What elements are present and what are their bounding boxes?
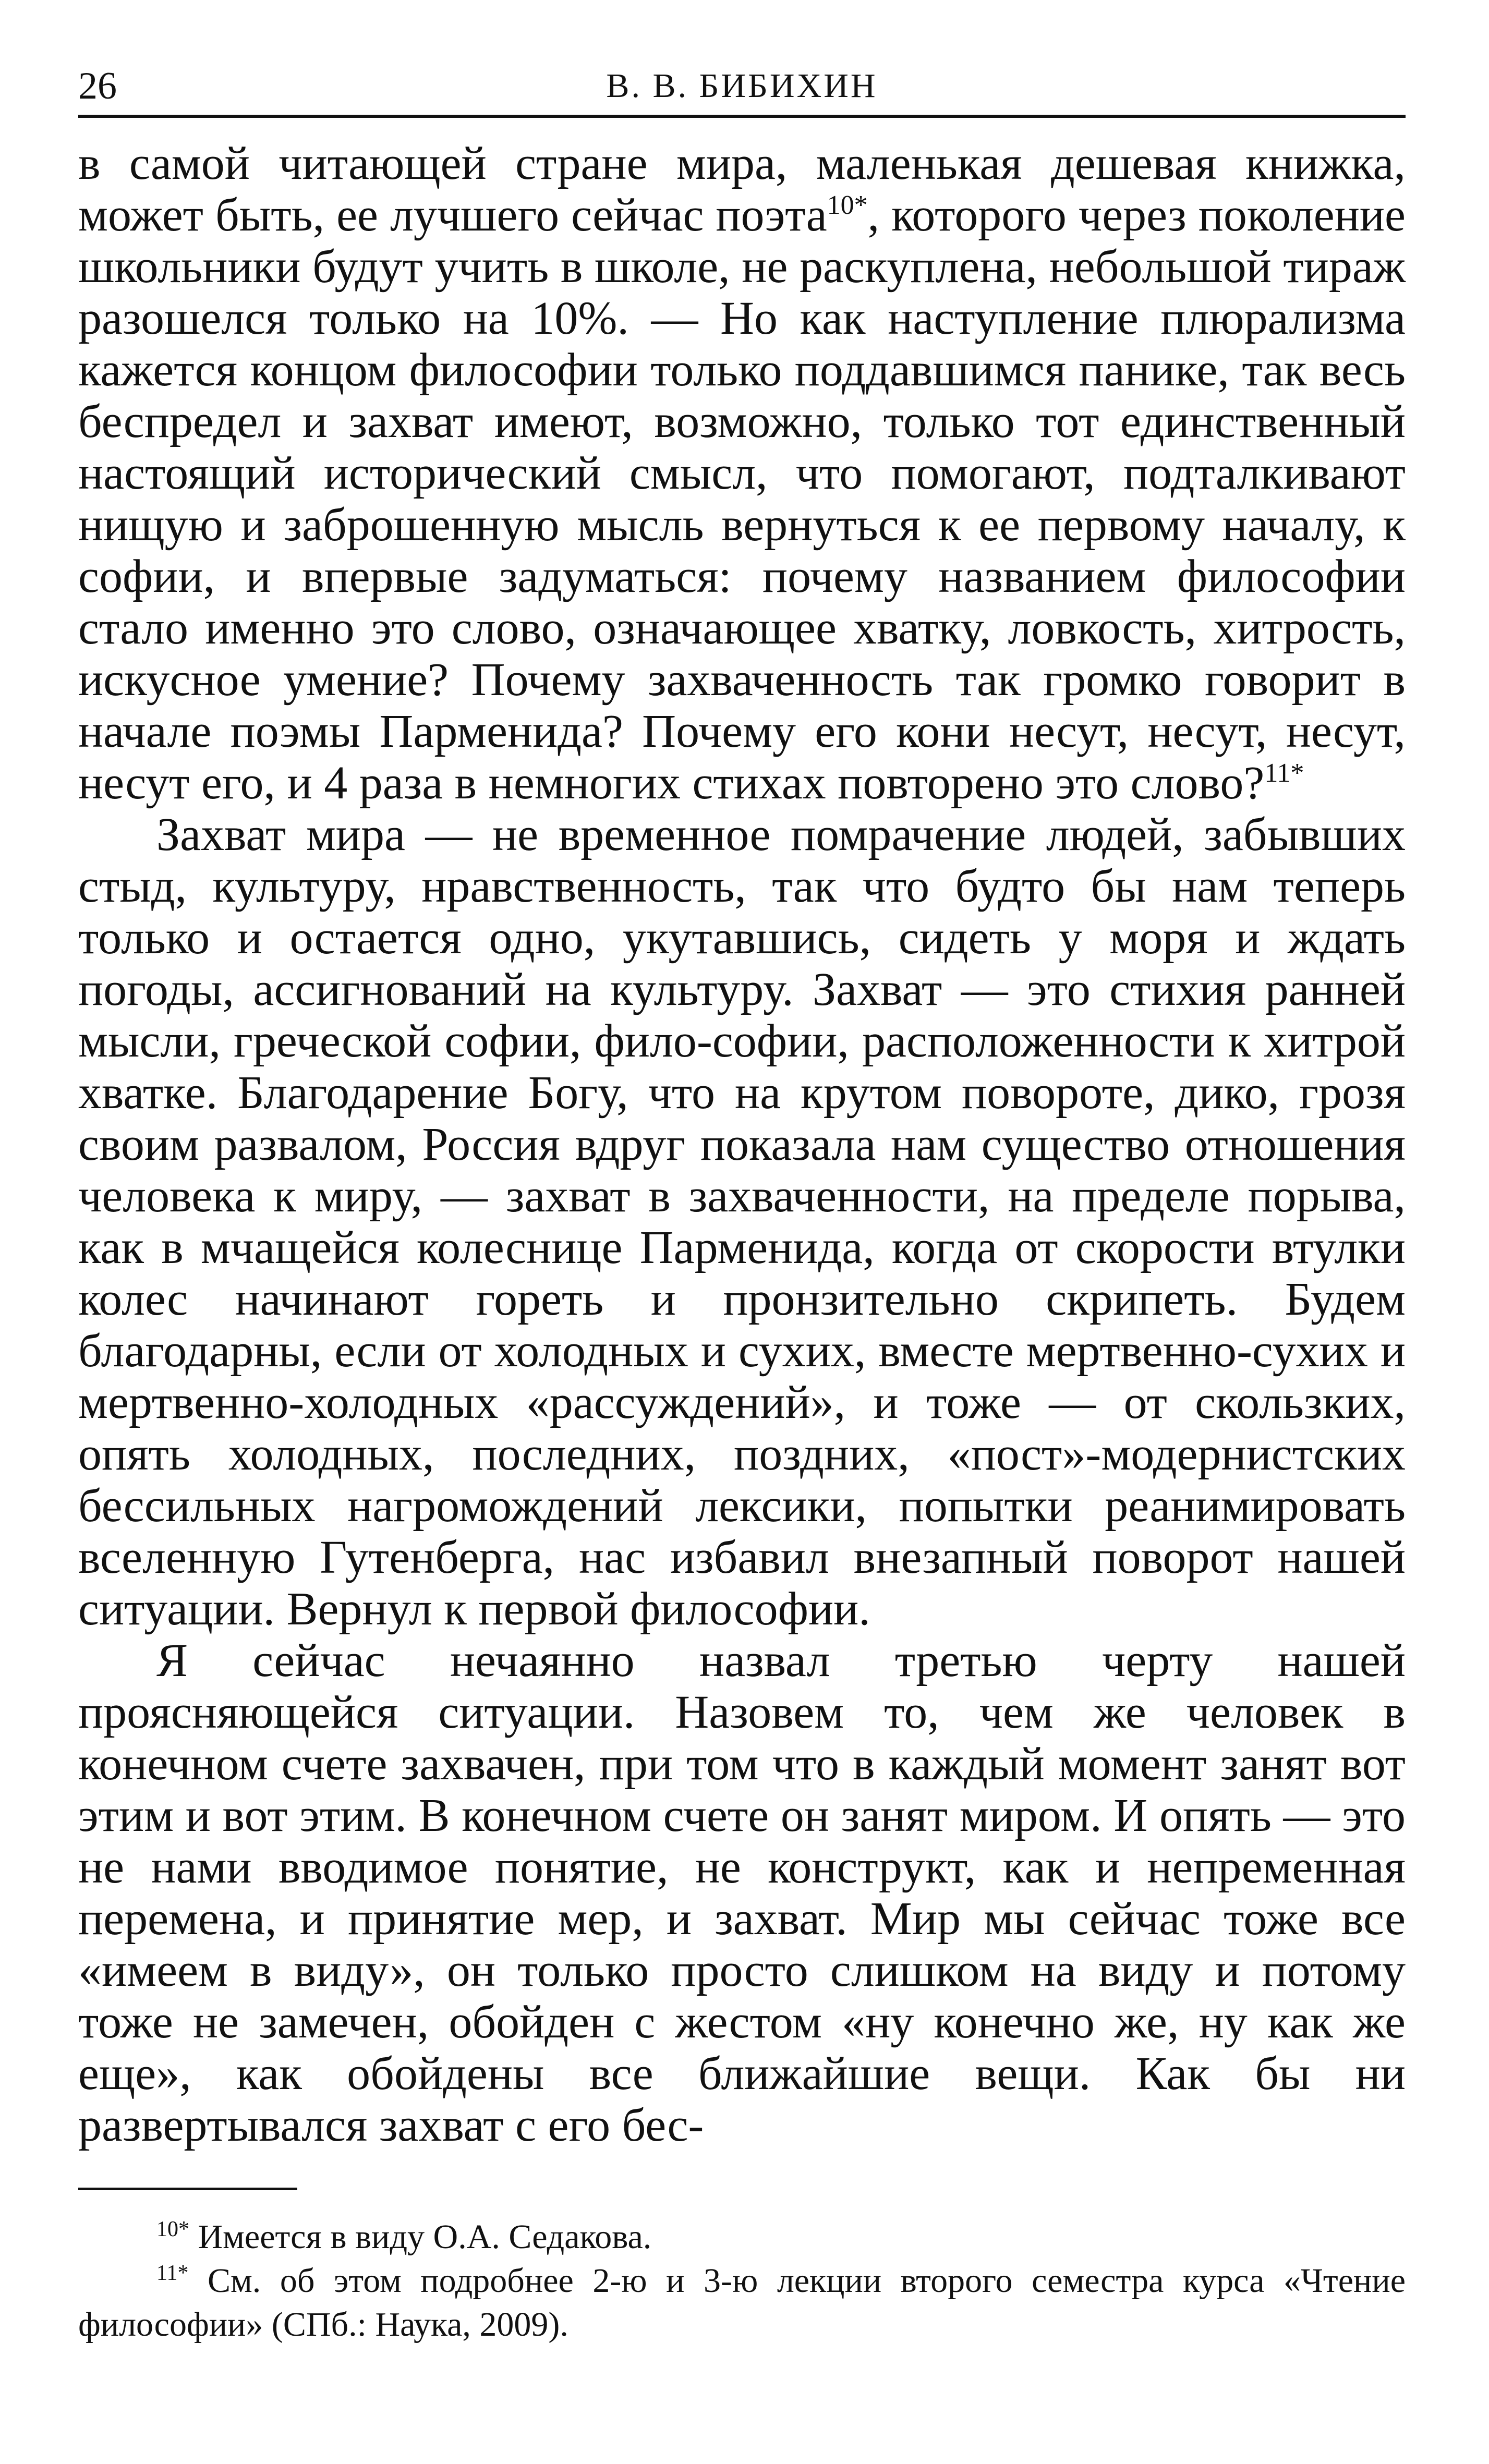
running-head: В. В. БИБИХИН: [606, 67, 878, 105]
paragraph-3: Я сейчас нечаянно назвал третью черту нашей проясняющейся ситуации. Назовем то, чем же человек в конечном счете захвачен, при том что в каждый момент занят вот этим и вот этим. В конечном счете он занят миром. И опять — это не нами вводимое понятие, не конструкт, как и непременная перемена, и принятие мер, и захват. Мир мы сейчас тоже все «имеем в виду», он только просто слишком на виду и потому тоже не замечен, обойден с жестом «ну конечно же, ну как же еще», как обойдены все ближайшие вещи. Как бы ни развертывался захват с его бес-: [78, 1635, 1406, 2151]
page-header: [78, 57, 1406, 118]
footnotes: [78, 2215, 1406, 2347]
paragraph-1-text-b: , которого через поколение школьники будут учить в школе, не раскуплена, небольшой тираж разошелся только на 10%. — Но как наступление плюрализма кажется концом философии только поддавшимся панике, так весь беспредел и захват имеют, возможно, только тот единственный настоящий исторический смысл, что помогают, подталкивают нищую и заброшенную мысль вернуться к ее первому началу, к софии, и впервые задуматься: почему названием философии стало именно это слово, означающее хватку, ловкость, хитрость, искусное умение? Почему захваченность так громко говорит в начале поэмы Парменида? Почему его кони несут, несут, несут, несут его, и 4 раза в немногих стихах повторено это слово?: [78, 189, 1406, 809]
footnote-mark-11: 11*: [156, 2261, 189, 2285]
book-page: [78, 57, 1406, 2347]
page-number: 26: [78, 65, 117, 107]
footnote-divider: [78, 2188, 297, 2190]
footnote-10: [78, 2215, 1406, 2259]
footnote-mark-10: 10*: [156, 2217, 189, 2241]
main-text: [78, 138, 1406, 2151]
paragraph-2: Захват мира — не временное помрачение людей, забывших стыд, культуру, нравственность, так что будто бы нам теперь только и остается одно, укутавшись, сидеть у моря и ждать погоды, ассигнований на культуру. Захват — это стихия ранней мысли, греческой софии, фило-софии, расположенности к хитрой хватке. Благодарение Богу, что на крутом повороте, дико, грозя своим развалом, Россия вдруг показала нам существо отношения человека к миру, — захват в захваченности, на пределе порыва, как в мчащейся колеснице Парменида, когда от скорости втулки колес начинают гореть и пронзительно скрипеть. Будем благодарны, если от холодных и сухих, вместе мертвенно-сухих и мертвенно-холодных «рассуждений», и тоже — от скользких, опять холодных, последних, поздних, «пост»-модернистских бессильных нагромождений лексики, попытки реанимировать вселенную Гутенберга, нас избавил внезапный поворот нашей ситуации. Вернул к первой философии.: [78, 809, 1406, 1635]
paragraph-1-text-a: в самой читающей стране мира, маленькая дешевая книжка, может быть, ее лучшего сейчас поэта: [78, 138, 1406, 241]
footnote-10-text: Имеется в виду О.А. Седакова.: [189, 2218, 652, 2256]
footnote-ref-11: 11*: [1264, 758, 1304, 788]
paragraph-1: [78, 138, 1406, 809]
footnote-ref-10: 10*: [827, 190, 868, 220]
footnote-11: [78, 2259, 1406, 2347]
footnote-11-text: См. об этом подробнее 2-ю и 3-ю лекции второго семестра курса «Чтение философии» (СПб.: Наука, 2009).: [78, 2262, 1406, 2344]
